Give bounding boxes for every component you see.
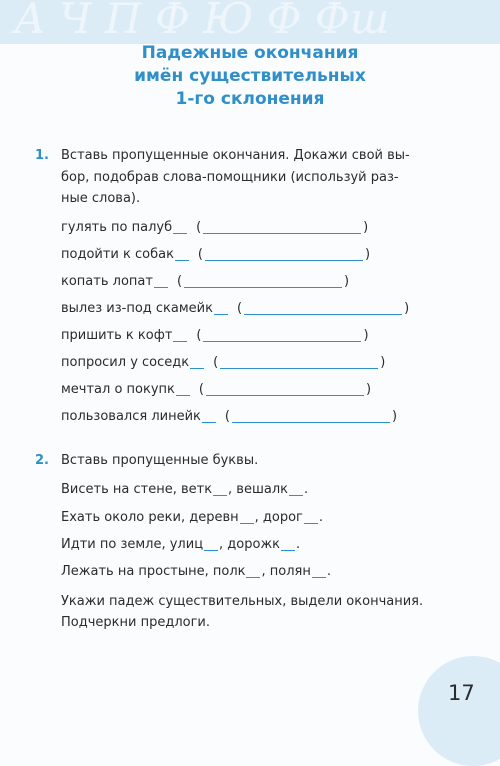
letter-blank[interactable] — [213, 495, 227, 496]
sentence-mid: , полян — [261, 564, 311, 579]
letter-blank[interactable] — [281, 550, 295, 551]
page-number-badge — [418, 656, 500, 766]
task-2-sentence — [61, 562, 331, 582]
helper-word-blank[interactable] — [244, 314, 402, 315]
close-paren: ) — [363, 328, 369, 343]
close-paren: ) — [344, 274, 350, 289]
close-paren: ) — [380, 355, 386, 370]
helper-word-blank[interactable] — [203, 341, 361, 342]
phrase-text: вылез из-под скамейк — [61, 301, 213, 316]
sentence-end: . — [318, 510, 323, 525]
ending-blank[interactable] — [175, 260, 189, 261]
task-1-number: 1. — [35, 148, 49, 163]
letter-blank[interactable] — [204, 550, 218, 551]
open-paren: ( — [196, 220, 202, 235]
ending-blank[interactable] — [176, 395, 190, 396]
close-paren: ) — [391, 409, 398, 424]
page-number: 17 — [448, 681, 475, 705]
task-2-final-line-2: Подчеркни предлоги. — [61, 615, 210, 630]
decorative-letter-band — [0, 0, 500, 44]
open-paren: ( — [236, 301, 243, 316]
task-2-sentence — [61, 535, 300, 555]
letter-blank[interactable] — [240, 523, 254, 524]
ending-blank[interactable] — [214, 314, 228, 315]
helper-word-blank[interactable] — [232, 422, 390, 423]
sentence-mid: , дорожк — [219, 537, 281, 552]
title-line-3: 1-го склонения — [175, 89, 325, 109]
open-paren: ( — [197, 247, 203, 262]
open-paren: ( — [196, 328, 202, 343]
sentence-start: Лежать на простыне, полк — [61, 564, 246, 579]
sentence-end: . — [296, 537, 301, 552]
task-1-phrase-row — [61, 245, 370, 265]
phrase-text: пользовался линейк — [61, 409, 201, 424]
sentence-start: Ехать около реки, деревн — [61, 510, 239, 525]
helper-word-blank[interactable] — [220, 368, 378, 369]
phrase-text: мечтал о покупк — [61, 382, 175, 397]
helper-word-blank[interactable] — [206, 395, 364, 396]
task-1-phrase-row — [61, 407, 397, 427]
task-1-instruction-line-1: Вставь пропущенные окончания. Докажи свой вы- — [61, 148, 410, 163]
task-2-final-line-1: Укажи падеж существительных, выдели окончания. — [61, 594, 424, 609]
close-paren: ) — [365, 247, 371, 262]
ending-blank[interactable] — [173, 233, 187, 234]
page-title — [0, 42, 500, 111]
open-paren: ( — [224, 409, 230, 424]
task-1-instruction-line-3: ные слова). — [61, 191, 141, 206]
task-1-phrase-row — [61, 299, 409, 319]
task-2-sentence — [61, 508, 323, 528]
helper-word-blank[interactable] — [205, 260, 363, 261]
ending-blank[interactable] — [202, 422, 216, 423]
letter-blank[interactable] — [312, 577, 326, 578]
sentence-mid: , вешалк — [228, 482, 288, 497]
task-1-phrase-row — [61, 218, 368, 238]
phrase-text: пришить к кофт — [61, 328, 173, 343]
task-2-number: 2. — [35, 453, 49, 468]
sentence-start: Идти по земле, улиц — [61, 537, 204, 552]
open-paren: ( — [176, 274, 183, 289]
open-paren: ( — [198, 382, 204, 397]
phrase-text: попросил у соседк — [61, 355, 190, 370]
close-paren: ) — [363, 220, 369, 235]
sentence-end: . — [326, 564, 331, 579]
task-1-phrase-row — [61, 272, 349, 292]
decorative-letters: А Ч П Ф Ю Ф Фш — [14, 0, 390, 43]
sentence-end: . — [304, 482, 309, 497]
title-line-2: имён существительных — [134, 66, 366, 86]
task-1-instruction-line-2: бор, подобрав слова-помощники (используй раз- — [61, 170, 399, 185]
letter-blank[interactable] — [289, 495, 303, 496]
task-1-phrase-row — [61, 353, 385, 373]
letter-blank[interactable] — [246, 577, 260, 578]
helper-word-blank[interactable] — [203, 233, 361, 234]
ending-blank[interactable] — [173, 341, 187, 342]
ending-blank[interactable] — [154, 287, 168, 288]
phrase-text: копать лопат — [61, 274, 153, 289]
ending-blank[interactable] — [190, 368, 204, 369]
letter-blank[interactable] — [304, 523, 318, 524]
helper-word-blank[interactable] — [184, 287, 342, 288]
open-paren: ( — [213, 355, 219, 370]
close-paren: ) — [365, 382, 372, 397]
close-paren: ) — [404, 301, 410, 316]
phrase-text: гулять по палуб — [61, 220, 173, 235]
task-2-sentence — [61, 480, 308, 500]
title-line-1: Падежные окончания — [141, 43, 359, 63]
sentence-mid: , дорог — [254, 510, 303, 525]
sentence-start: Висеть на стене, ветк — [61, 482, 213, 497]
task-1-phrase-row — [61, 326, 369, 346]
phrase-text: подойти к собак — [61, 247, 174, 262]
task-1-phrase-row — [61, 380, 371, 400]
task-2-instruction: Вставь пропущенные буквы. — [61, 453, 259, 468]
